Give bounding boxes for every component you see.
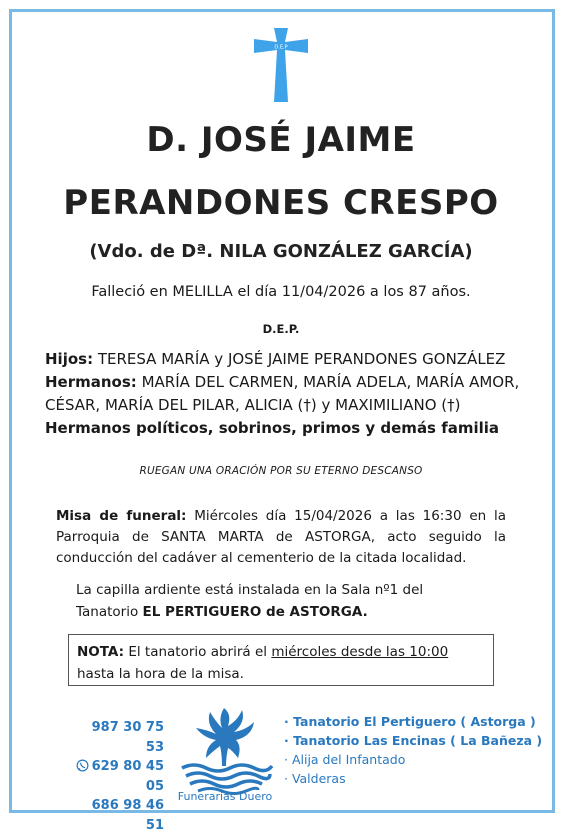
children-names: TERESA MARÍA y JOSÉ JAIME PERANDONES GONZÁLEZ [93,350,506,368]
phone-list [70,718,164,835]
funeral-label: Misa de funeral: [56,508,187,524]
children-line [45,348,545,371]
location-4: · Valderas [284,771,346,786]
siblings-names-1: MARÍA DEL CARMEN, MARÍA ADELA, MARÍA AMOR, [136,373,520,391]
phone-2: 629 80 45 05 [91,759,164,794]
chapel-text-1: La capilla ardiente está instalada en la Sala nº1 del [76,582,424,598]
chapel-place: EL PERTIGUERO de ASTORGA. [142,604,368,620]
funeral-text: Miércoles día 15/04/2026 a las 16:30 en la Parroquia de SANTA MARTA de ASTORGA, acto seguido la conducción del cadáver al cementerio de la citada localidad. [56,508,506,566]
dep-text: D.E.P. [262,322,300,336]
other-family-text: Hermanos políticos, sobrinos, primos y demás familia [45,419,500,437]
company-name: Funerarias Duero [177,790,273,803]
phone-3: 686 98 46 51 [91,798,164,833]
note-line-1 [77,641,493,663]
other-family [45,417,545,440]
note-label: NOTA: [77,644,125,660]
children-label: Hijos: [45,350,94,368]
cross-text: D.E.P [274,44,288,51]
note-text-2: hasta la hora de la misa. [77,666,244,682]
whatsapp-icon [76,759,89,772]
widower-of: (Vdo. de Dª. NILA GONZÁLEZ GARCÍA) [89,241,473,262]
siblings-line [45,371,545,394]
death-notice: Falleció en MELILLA el día 11/04/2026 a los 87 años. [91,284,471,300]
location-2: · Tanatorio Las Encinas ( La Bañeza ) [284,733,543,748]
family-section [45,348,545,440]
siblings-label: Hermanos: [45,373,137,391]
cross-icon [250,26,312,104]
prayer-request: RUEGAN UNA ORACIÓN POR SU ETERNO DESCANSO [139,465,423,477]
siblings-line-2: CÉSAR, MARÍA DEL PILAR, ALICIA (†) y MAXIMILIANO (†) [45,396,461,414]
phone-2-row [70,757,164,796]
funerarias-duero-logo [176,700,276,796]
chapel-line-2 [76,601,516,623]
note-text-1: El tanatorio abrirá el [124,644,272,660]
deceased-name-line1: D. JOSÉ JAIME [146,120,416,160]
note-box [68,634,494,686]
deceased-name-line2: PERANDONES CRESPO [63,183,499,223]
chapel-info [76,579,516,623]
phone-1: 987 30 75 53 [91,720,164,755]
locations-list [284,712,542,788]
location-1: · Tanatorio El Pertiguero ( Astorga ) [284,714,536,729]
note-underlined: miércoles desde las 10:00 [271,644,449,660]
location-3: · Alija del Infantado [284,752,406,767]
chapel-text-2: Tanatorio [76,604,143,620]
funeral-mass [56,506,506,569]
